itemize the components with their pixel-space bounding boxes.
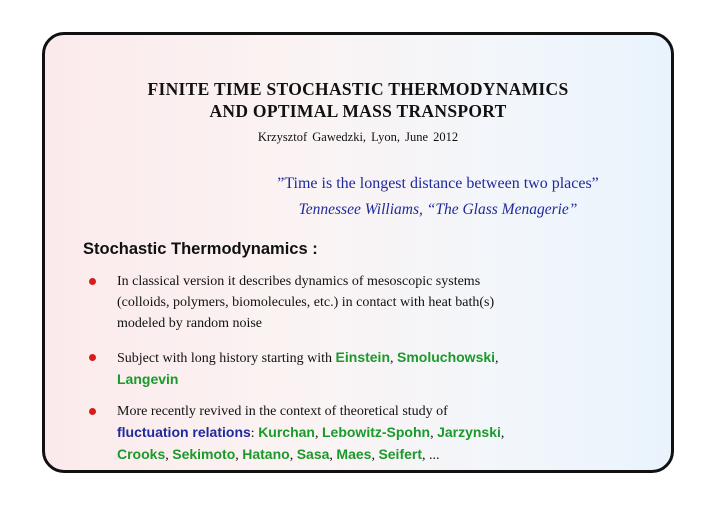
bullet-item-1	[83, 271, 643, 334]
term-fluctuation-relations: fluctuation relations	[117, 424, 251, 440]
section-heading: Stochastic Thermodynamics :	[83, 240, 318, 258]
name-sekimoto: Sekimoto	[172, 446, 236, 462]
name-crooks: Crooks	[117, 446, 166, 462]
name-kurchan: Kurchan	[258, 424, 315, 440]
title-line-2: AND OPTIMAL MASS TRANSPORT	[209, 101, 507, 121]
bullet-2-line-2	[117, 369, 643, 391]
ellipsis: ...	[429, 448, 440, 463]
name-sasa: Sasa	[296, 446, 330, 462]
byline: Krzysztof Gawedzki, Lyon, June 2012	[257, 130, 459, 144]
bullet-item-3	[83, 401, 643, 466]
bullet-3-line-3: Crooks, Sekimoto, Hatano, Sasa, Maes, Seifert, ...	[117, 446, 440, 463]
bullet-dot-icon	[89, 278, 96, 285]
slide-frame	[42, 32, 674, 473]
name-smoluchowski: Smoluchowski	[397, 349, 496, 365]
bullet-dot-icon	[89, 354, 96, 361]
bullet-1-line-3: modeled by random noise	[117, 316, 263, 331]
bullet-2-prefix: Subject with long history starting with	[117, 351, 336, 366]
bullet-3-line-1: More recently revived in the context of theoretical study of	[117, 404, 448, 419]
bullet-1-line-2: (colloids, polymers, biomolecules, etc.) in contact with heat bath(s)	[117, 295, 495, 310]
name-langevin: Langevin	[117, 371, 179, 387]
name-hatano: Hatano	[242, 446, 290, 462]
name-einstein: Einstein	[335, 349, 391, 365]
name-lebowitz-spohn: Lebowitz-Spohn	[321, 424, 431, 440]
title-line-1: FINITE TIME STOCHASTIC THERMODYNAMICS	[147, 79, 569, 99]
name-jarzynski: Jarzynski	[437, 424, 501, 440]
quote: ”Time is the longest distance between two places”	[277, 175, 599, 192]
name-maes: Maes	[336, 446, 372, 462]
bullet-1-line-1: In classical version it describes dynamics of mesoscopic systems	[117, 274, 481, 289]
quote-author: Tennessee Williams, “The Glass Menagerie”	[298, 201, 578, 218]
bullet-item-2	[83, 347, 643, 391]
bullet-3-line-2: fluctuation relations: Kurchan, Lebowitz-Spohn, Jarzynski,	[117, 424, 505, 441]
name-seifert: Seifert	[378, 446, 423, 462]
bullet-2-line-1: Subject with long history starting with Einstein, Smoluchowski,	[117, 349, 499, 366]
bullet-dot-icon	[89, 408, 96, 415]
